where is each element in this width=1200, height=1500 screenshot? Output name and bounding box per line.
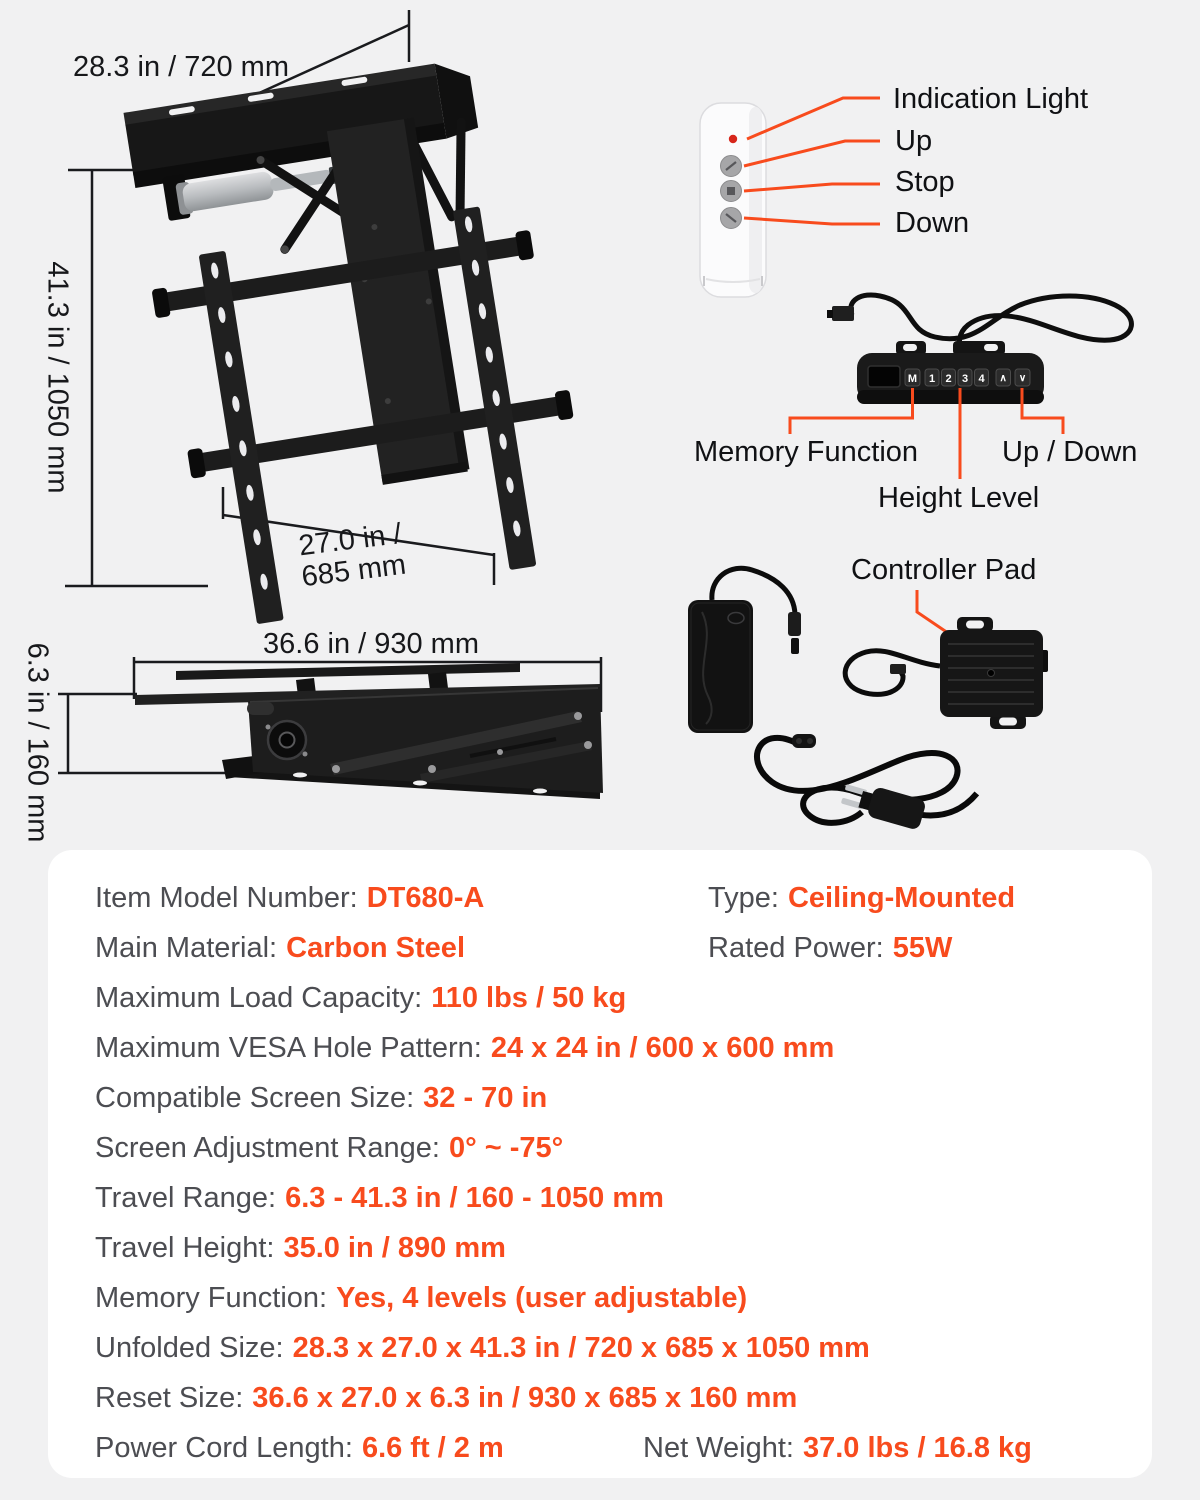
memory-function-label: Memory Function <box>694 436 919 468</box>
spec-screen-size <box>95 1081 547 1115</box>
spec-label: Rated Power: <box>708 932 884 964</box>
spec-adjust-range <box>95 1131 563 1165</box>
spec-label: Compatible Screen Size: <box>95 1082 415 1114</box>
preset-3-glyph: 3 <box>961 373 969 385</box>
stop-square-icon <box>727 187 735 195</box>
preset-4-glyph: 4 <box>978 373 985 385</box>
preset-1-glyph: 1 <box>928 373 936 385</box>
spec-value: Carbon Steel <box>286 932 465 964</box>
spec-label: Maximum VESA Hole Pattern: <box>95 1032 482 1064</box>
spec-load-capacity <box>95 981 626 1015</box>
remote-buttons <box>721 156 742 229</box>
spec-value: 55W <box>892 932 953 964</box>
folded-height-dimension: 6.3 in / 160 mm <box>21 642 54 843</box>
stop-label: Stop <box>895 166 955 198</box>
folded-width-dimension: 36.6 in / 930 mm <box>263 628 479 660</box>
spec-net-weight <box>643 1431 1032 1465</box>
spec-value: Ceiling-Mounted <box>787 882 1016 914</box>
spec-label: Main Material: <box>95 932 278 964</box>
spec-value: 35.0 in / 890 mm <box>283 1232 506 1264</box>
spec-label: Travel Height: <box>95 1232 275 1264</box>
memory-button-glyph: M <box>907 373 918 385</box>
spec-label: Screen Adjustment Range: <box>95 1132 440 1164</box>
spec-memory-function <box>95 1281 747 1315</box>
indication-light-label: Indication Light <box>893 83 1089 115</box>
spec-cord-length <box>95 1431 504 1465</box>
accessory-kit <box>688 568 1048 843</box>
spec-vesa-pattern <box>95 1031 834 1065</box>
spec-item-model <box>95 881 484 915</box>
spec-label: Type: <box>708 882 779 914</box>
unfolded-height-dimension: 41.3 in / 1050 mm <box>41 261 74 494</box>
controller-pad-callout-line <box>917 590 948 633</box>
spec-unfolded-size <box>95 1331 870 1365</box>
bracket-width-line2: 685 mm <box>299 548 408 594</box>
folded-mount-illustration <box>135 663 603 799</box>
spec-value: 24 x 24 in / 600 x 600 mm <box>490 1032 835 1064</box>
spec-type <box>708 881 1015 915</box>
spec-value: 0° ~ -75° <box>448 1132 564 1164</box>
spec-value: 32 - 70 in <box>423 1082 548 1114</box>
spec-label: Memory Function: <box>95 1282 328 1314</box>
spec-label: Maximum Load Capacity: <box>95 982 423 1014</box>
up-label: Up <box>895 125 933 157</box>
spec-value: DT680-A <box>366 882 485 914</box>
spec-label: Net Weight: <box>643 1432 794 1464</box>
preset-2-glyph: 2 <box>945 373 952 385</box>
unfolded-width-dimension: 28.3 in / 720 mm <box>73 51 289 83</box>
down-label: Down <box>895 207 970 239</box>
spec-label: Reset Size: <box>95 1382 244 1414</box>
up-down-label: Up / Down <box>1002 436 1138 468</box>
spec-value: 6.3 - 41.3 in / 160 - 1050 mm <box>285 1182 664 1214</box>
keypad-display <box>868 366 900 387</box>
spec-value: 110 lbs / 50 kg <box>431 982 627 1014</box>
spec-label: Power Cord Length: <box>95 1432 353 1464</box>
spec-value: 37.0 lbs / 16.8 kg <box>802 1432 1032 1464</box>
chevron-up-icon: ∧ <box>999 373 1007 384</box>
spec-label: Travel Range: <box>95 1182 277 1214</box>
chevron-down-icon: ∨ <box>1018 373 1027 384</box>
spec-value: 36.6 x 27.0 x 6.3 in / 930 x 685 x 160 mm <box>252 1382 798 1414</box>
height-level-label: Height Level <box>878 482 1040 514</box>
spec-travel-range <box>95 1181 664 1215</box>
spec-material <box>95 931 465 965</box>
remote-control <box>700 98 880 297</box>
bracket-width-line1: 27.0 in / <box>296 517 404 563</box>
power-cord <box>757 738 958 823</box>
spec-value: 28.3 x 27.0 x 41.3 in / 720 x 685 x 1050 mm <box>292 1332 870 1364</box>
spec-travel-height <box>95 1231 506 1265</box>
spec-label: Unfolded Size: <box>95 1332 284 1364</box>
controller-pad-label: Controller Pad <box>851 554 1037 586</box>
spec-label: Item Model Number: <box>95 882 358 914</box>
indication-light-led <box>729 135 737 143</box>
spec-value: Yes, 4 levels (user adjustable) <box>336 1282 748 1314</box>
spec-reset-size <box>95 1381 797 1415</box>
rj45-connector <box>832 306 854 321</box>
spec-rated-power <box>708 931 952 965</box>
spec-value: 6.6 ft / 2 m <box>361 1432 504 1464</box>
